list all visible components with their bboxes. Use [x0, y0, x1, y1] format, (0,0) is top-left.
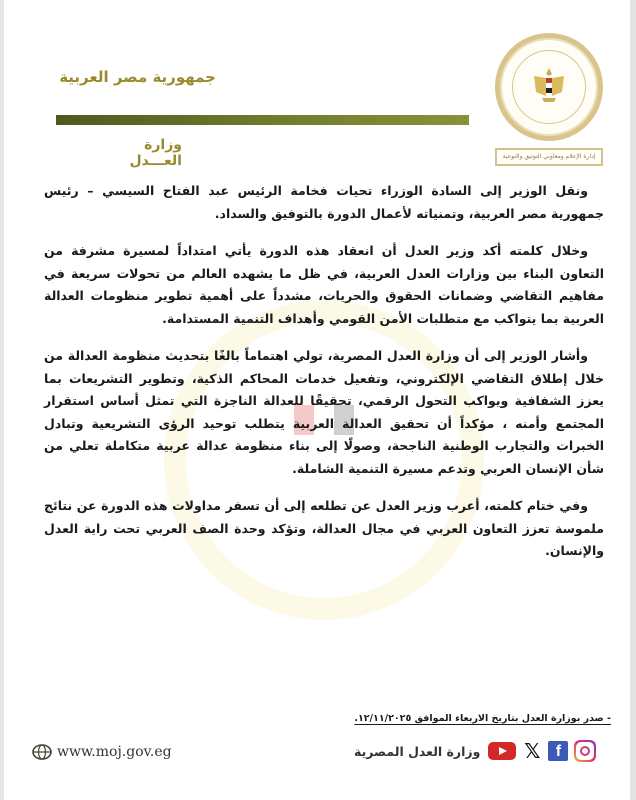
website-link[interactable] [32, 744, 172, 760]
youtube-icon[interactable] [488, 742, 516, 760]
seal-emblem-icon [495, 33, 603, 141]
letterhead [4, 0, 636, 175]
instagram-icon[interactable] [574, 740, 596, 762]
website-url[interactable]: www.moj.gov.eg [57, 744, 172, 760]
ministry-seal [495, 33, 603, 165]
paragraph-speech: وخلال كلمته أكد وزير العدل أن انعقاد هذه الدورة يأتي امتداداً لمسيرة مشرفة من التعاون البناء بين وزارات العدل العربية، في ظل ما يشهده العالم من تحولات سريعة في مفاهيم التقاضي وضمانات الحقوق والحريات، مشدداً على أهمية تطوير منظومات العدالة العربية بما يتواكب مع متطلبات الأمن القومي وأهداف التنمية المستدامة. [44, 243, 604, 326]
header-divider-bar [56, 115, 469, 125]
paragraph-closing: وفي ختام كلمته، أعرب وزير العدل عن تطلعه إلى أن تسفر مداولات هذه الدورة عن نتائج ملموسة تعزز التعاون العربي في مجال العدالة، وتؤكد وحدة الصف العربي تحت راية العدل والإنسان. [44, 498, 604, 558]
republic-title: جمهورية مصر العربية [59, 68, 216, 86]
globe-icon [32, 744, 52, 760]
ministry-title: وزارة العـــدل [129, 137, 182, 169]
seal-caption: إدارة الإعلام ومعاوني التوثيق والتوعية [495, 148, 603, 166]
eagle-icon [532, 66, 566, 106]
facebook-icon[interactable]: f [548, 741, 568, 761]
paragraph-digital-justice: وأشار الوزير إلى أن وزارة العدل المصرية، تولي اهتماماً بالغًا بتحديث منظومة العدالة من خلال إطلاق التقاضي الإلكتروني، وتفعيل خدمات المحاكم الذكية، وتطوير التشريعات بما يعزز الشفافية ويواكب التحول الرقمي، تحقيقًا للعدالة الناجزة التي تمثل أساس استقرار المجتمع وأمنه ، مؤكداً أن تحقيق العدالة العربية يتطلب توحيد الرؤى التشريعية وتبادل الخبرات والتجارب الوطنية الناجحة، وصولًا إلى بناء منظومة عدالة عربية متكاملة تعلي من شأن الإنسان العربي وتدعم مسيرة التنمية الشاملة. [44, 348, 604, 476]
press-body [44, 180, 604, 578]
social-media-bar [354, 740, 596, 762]
paragraph-greetings: ونقل الوزير إلى السادة الوزراء تحيات فخامة الرئيس عبد الفتاح السيسي – رئيس جمهورية مصر العربية، وتمنياته لأعمال الدورة بالتوفيق والسداد. [44, 183, 604, 221]
issued-date-line: - صدر بوزارة العدل بتاريخ الاربعاء الموافق ١٢/١١/٢٠٢٥. [354, 713, 611, 724]
social-handle: وزارة العدل المصرية [354, 743, 481, 759]
x-icon[interactable]: 𝕏 [524, 739, 541, 763]
